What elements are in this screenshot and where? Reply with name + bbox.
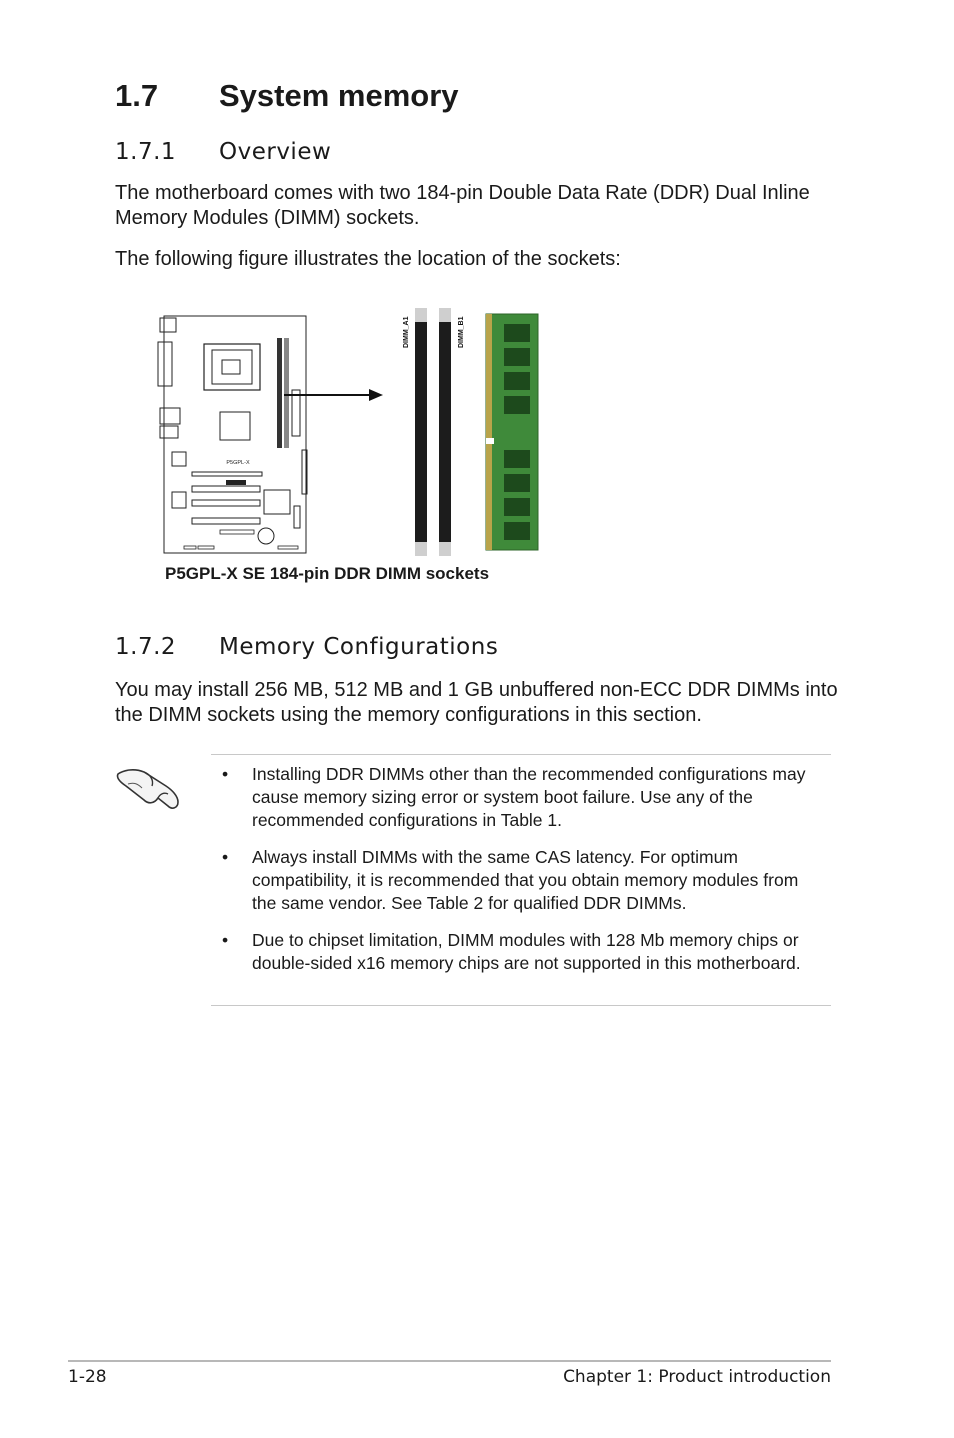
- dimm-b1-label: DIMM_B1: [458, 316, 465, 348]
- note-text: Due to chipset limitation, DIMM modules with 128 Mb memory chips or double-sided x16 memory chips are not supported in this motherboard.: [252, 930, 801, 973]
- dimm-slot-a1: [403, 308, 427, 556]
- subsection-title: Memory Configurations: [219, 634, 499, 660]
- subsection-title: Overview: [219, 139, 332, 165]
- section-heading: [115, 78, 459, 114]
- subsection-heading-overview: [115, 139, 331, 165]
- bullet: •: [222, 764, 229, 784]
- subsection-heading-memory-configurations: [115, 634, 498, 660]
- hand-note-icon: [114, 760, 184, 814]
- note-text: Always install DIMMs with the same CAS latency. For optimum compatibility, it is recommended that you obtain memory modules from the same vendor. See Table 2 for qualified DDR DIMMs.: [252, 847, 799, 913]
- dimm-slot-b1: [439, 308, 465, 556]
- note-item: [220, 929, 820, 975]
- note-list: [220, 763, 820, 989]
- subsection-number: 1.7.1: [115, 139, 177, 165]
- note-item: [220, 846, 820, 915]
- dimm-a1-label: DIMM_A1: [403, 316, 410, 348]
- chapter-title: Chapter 1: Product introduction: [563, 1367, 831, 1387]
- note-divider-bottom: [211, 1005, 831, 1006]
- note-divider-top: [211, 754, 831, 755]
- page-number: 1-28: [68, 1367, 107, 1387]
- bullet: •: [222, 930, 229, 950]
- section-title: System memory: [219, 78, 459, 113]
- figure-caption: P5GPL-X SE 184-pin DDR DIMM sockets: [165, 564, 490, 583]
- ddr-module-image: [486, 314, 538, 550]
- section-number: 1.7: [115, 78, 159, 113]
- note-text: Installing DDR DIMMs other than the recommended configurations may cause memory sizing error or system boot failure. Use any of the recommended configurations in Table 1.: [252, 764, 806, 830]
- dimm-location-figure: [150, 300, 550, 560]
- overview-paragraph: The motherboard comes with two 184-pin Double Data Rate (DDR) Dual Inline Memory Modules (DIMM) sockets.: [115, 182, 810, 229]
- figure-intro-paragraph: The following figure illustrates the location of the sockets:: [115, 248, 621, 270]
- bullet: •: [222, 847, 229, 867]
- board-label: P5GPL-X: [226, 460, 250, 466]
- subsection-number: 1.7.2: [115, 634, 177, 660]
- footer-divider: [68, 1360, 831, 1362]
- note-item: [220, 763, 820, 832]
- memory-config-paragraph: You may install 256 MB, 512 MB and 1 GB unbuffered non-ECC DDR DIMMs into the DIMM sockets using the memory configurations in this section.: [115, 679, 838, 726]
- motherboard-diagram: [158, 316, 307, 553]
